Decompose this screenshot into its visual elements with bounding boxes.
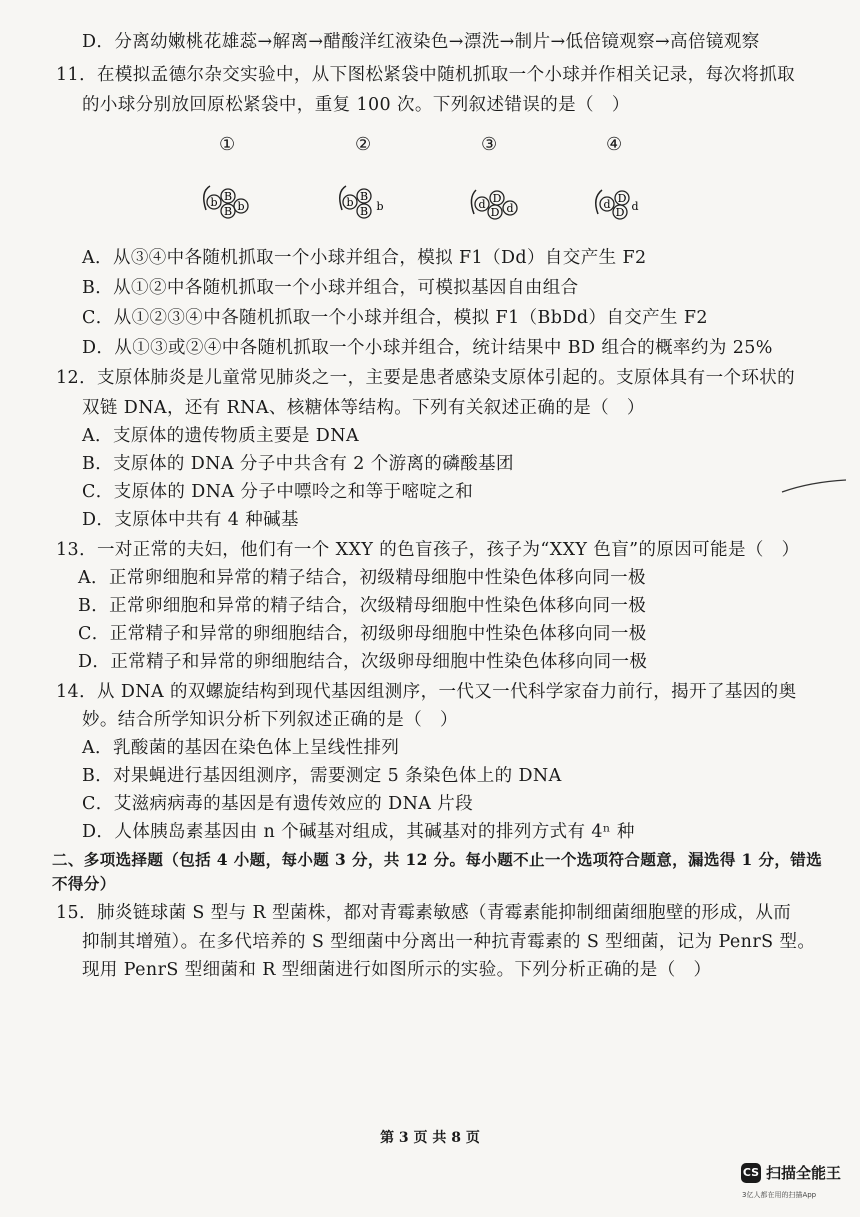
ball-2a: b — [346, 196, 354, 209]
q12-option-b: B．支原体的 DNA 分子中共含有 2 个游离的磷酸基团 — [82, 454, 514, 474]
section-2-heading-line1: 二、多项选择题（包括 4 小题，每小题 3 分，共 12 分。每小题不止一个选项符合题意，漏选得 1 分，错选 — [52, 850, 823, 869]
bag-4 — [590, 180, 660, 230]
q14-stem-line2: 妙。结合所学知识分析下列叙述正确的是（ ） — [82, 710, 458, 730]
ball-1c: B — [223, 205, 233, 218]
q11-stem-line2: 的小球分别放回原松紧袋中，重复 100 次。下列叙述错误的是（ ） — [82, 95, 630, 115]
bag-2 — [334, 180, 404, 230]
q14-option-b: B．对果蝇进行基因组测序，需要测定 5 条染色体上的 DNA — [82, 766, 562, 786]
q11-option-c: C．从①②③④中各随机抓取一个小球并组合，模拟 F1（BbDd）自交产生 F2 — [82, 308, 708, 328]
q11-option-a: A．从③④中各随机抓取一个小球并组合，模拟 F1（Dd）自交产生 F2 — [82, 248, 647, 268]
q14-stem-line1: 14．从 DNA 的双螺旋结构到现代基因组测序，一代又一代科学家奋力前行，揭开了基因的奥 — [56, 682, 797, 702]
q13-option-a: A．正常卵细胞和异常的精子结合，初级精母细胞中性染色体移向同一极 — [78, 568, 646, 588]
q11-stem-line1: 11．在模拟孟德尔杂交实验中，从下图松紧袋中随机抓取一个小球并作相关记录，每次将抓取 — [56, 65, 796, 85]
ball-4c: D — [615, 206, 625, 219]
ball-2b: B — [359, 190, 369, 203]
camscanner-name: 扫描全能王 — [766, 1164, 842, 1182]
ball-3c: D — [490, 206, 500, 219]
bag-label-1: ① — [219, 134, 236, 155]
ball-2d: b — [376, 200, 384, 213]
bag-3 — [466, 180, 536, 230]
pen-mark — [780, 478, 850, 498]
page-footer: 第 3 页 共 8 页 — [380, 1130, 480, 1146]
q10-option-d: D．分离幼嫩桃花雄蕊→解离→醋酸洋红液染色→漂洗→制片→低倍镜观察→高倍镜观察 — [82, 32, 760, 52]
ball-1a: b — [210, 196, 218, 209]
q12-stem-line2: 双链 DNA，还有 RNA、核糖体等结构。下列有关叙述正确的是（ ） — [82, 398, 645, 418]
ball-1d: b — [237, 200, 245, 213]
q14-option-a: A．乳酸菌的基因在染色体上呈线性排列 — [82, 738, 400, 758]
q14-option-d: D．人体胰岛素基因由 n 个碱基对组成，其碱基对的排列方式有 4ⁿ 种 — [82, 822, 635, 842]
ball-3d: d — [506, 202, 514, 215]
q15-stem-line1: 15．肺炎链球菌 S 型与 R 型菌株，都对青霉素敏感（青霉素能抑制细菌细胞壁的形成，从而 — [56, 903, 792, 923]
ball-3b: D — [492, 192, 502, 205]
q12-stem-line1: 12．支原体肺炎是儿童常见肺炎之一，主要是患者感染支原体引起的。支原体具有一个环状的 — [56, 368, 796, 388]
q12-option-a: A．支原体的遗传物质主要是 DNA — [82, 426, 359, 446]
q15-stem-line3: 现用 PenrS 型细菌和 R 型细菌进行如图所示的实验。下列分析正确的是（ ） — [82, 960, 712, 980]
q13-option-b: B．正常卵细胞和异常的精子结合，次级精母细胞中性染色体移向同一极 — [78, 596, 647, 616]
camscanner-logo: CS — [741, 1163, 761, 1183]
bag-label-4: ④ — [606, 134, 623, 155]
q12-option-c: C．支原体的 DNA 分子中嘌呤之和等于嘧啶之和 — [82, 482, 474, 502]
camscanner-tagline: 3亿人都在用的扫描App — [742, 1191, 817, 1199]
ball-4d: d — [631, 200, 639, 213]
bag-label-3: ③ — [481, 134, 498, 155]
ball-4a: d — [603, 198, 611, 211]
bag-label-2: ② — [355, 134, 372, 155]
ball-2c: B — [359, 205, 369, 218]
q12-option-d: D．支原体中共有 4 种碱基 — [82, 510, 299, 530]
q15-stem-line2: 抑制其增殖）。在多代培养的 S 型细菌中分离出一种抗青霉素的 S 型细菌，记为 PenrS 型。 — [82, 932, 816, 952]
q11-option-b: B．从①②中各随机抓取一个小球并组合，可模拟基因自由组合 — [82, 278, 579, 298]
section-2-heading-line2: 不得分） — [52, 874, 116, 893]
q13-option-c: C．正常精子和异常的卵细胞结合，初级卵母细胞中性染色体移向同一极 — [78, 624, 647, 644]
ball-1b: B — [223, 190, 233, 203]
bag-1 — [198, 180, 268, 230]
q11-option-d: D．从①③或②④中各随机抓取一个小球并组合，统计结果中 BD 组合的概率约为 25% — [82, 338, 773, 358]
ball-4b: D — [617, 192, 627, 205]
ball-3a: d — [478, 198, 486, 211]
q13-stem: 13．一对正常的夫妇，他们有一个 XXY 的色盲孩子，孩子为“XXY 色盲”的原因可能是（ ） — [56, 540, 800, 560]
bag-diagram — [0, 128, 860, 238]
q14-option-c: C．艾滋病病毒的基因是有遗传效应的 DNA 片段 — [82, 794, 474, 814]
q13-option-d: D．正常精子和异常的卵细胞结合，次级卵母细胞中性染色体移向同一极 — [78, 652, 648, 672]
